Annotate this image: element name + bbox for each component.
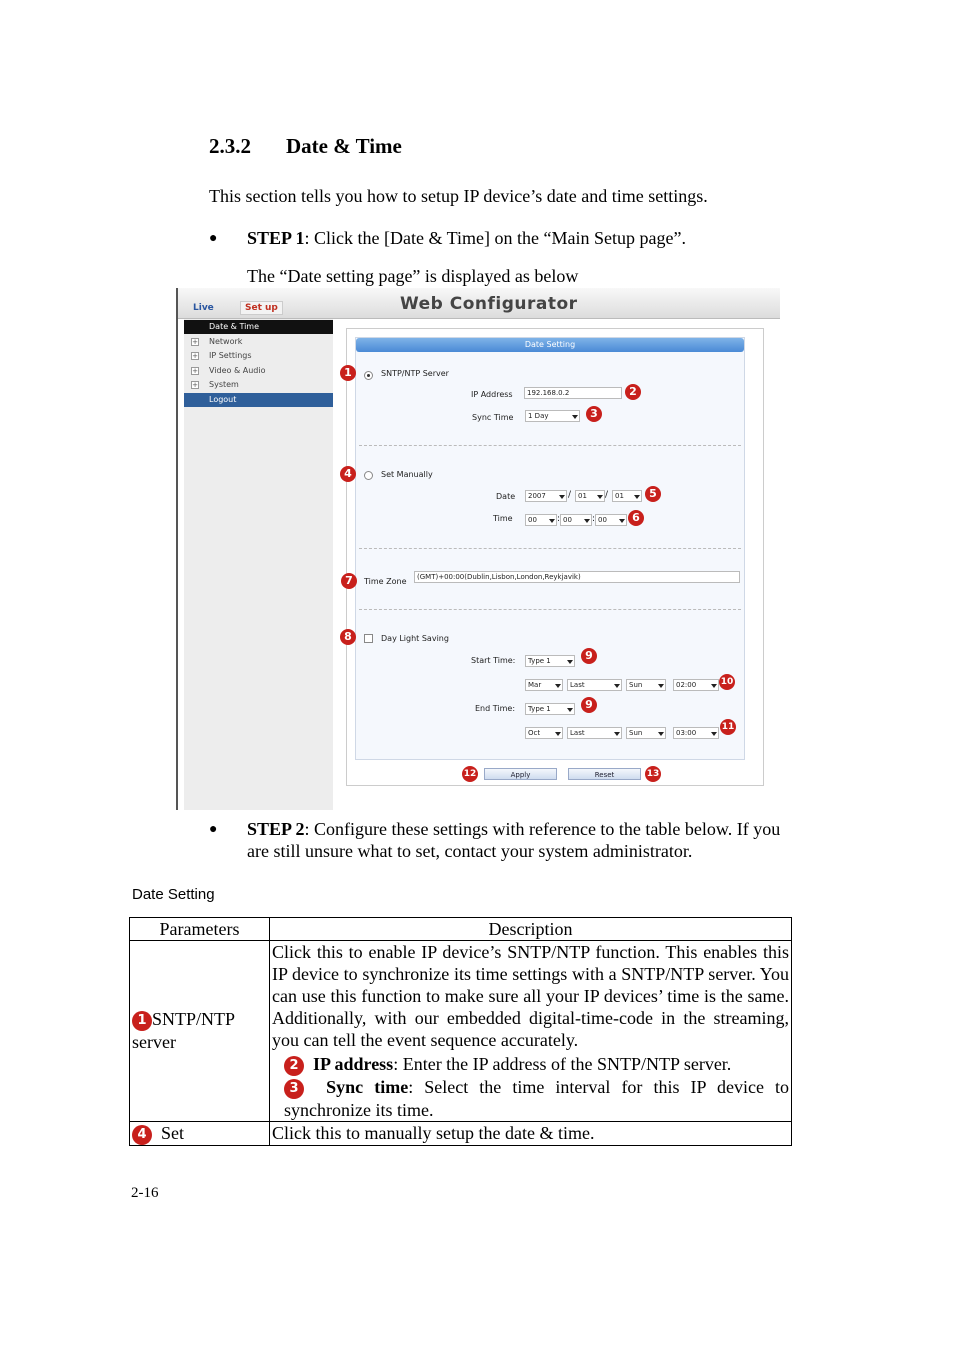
tab-live[interactable]: Live xyxy=(193,303,214,313)
row-badge: 4 xyxy=(132,1125,152,1145)
time-zone-select[interactable]: (GMT)+00:00(Dublin,Lisbon,London,Reykjavik) xyxy=(414,571,740,583)
sidebar-item-network[interactable] xyxy=(184,335,333,349)
callout-badge-2: 2 xyxy=(625,384,641,400)
date-setting-panel xyxy=(346,328,764,786)
sidebar-item-label: Video & Audio xyxy=(209,366,266,375)
table-row xyxy=(130,1121,792,1145)
description-text: Click this to enable IP device’s SNTP/NTP function. This enables this IP device to synchronize its time settings with a SNTP/NTP server. You can use this function to make sure all your IP devices’ time is the same. Additionally, with our embedded digital-time-code in the streaming, you can tell the event sequence accurately. xyxy=(272,942,789,1050)
select-value: Last xyxy=(570,729,585,737)
start-week-select[interactable] xyxy=(567,679,622,691)
step2-label: STEP 2 xyxy=(247,819,305,839)
select-value: 2007 xyxy=(528,492,546,500)
callout-badge-12: 12 xyxy=(462,766,478,782)
callout-badge-1: 1 xyxy=(340,365,356,381)
step1-text xyxy=(247,228,686,249)
set-manually-radio[interactable] xyxy=(364,471,373,480)
select-value: Sun xyxy=(629,681,643,689)
web-configurator-screenshot xyxy=(176,288,780,810)
sub-badge: 2 xyxy=(284,1056,304,1076)
select-value: 01 xyxy=(615,492,624,500)
date-separator: / xyxy=(605,490,609,500)
chevron-down-icon xyxy=(658,684,664,688)
sidebar-item-ip-settings[interactable] xyxy=(184,349,333,363)
chevron-down-icon xyxy=(619,519,625,523)
select-value: Type 1 xyxy=(528,705,551,713)
section-number: 2.3.2 xyxy=(209,134,251,158)
sidebar-item-label: System xyxy=(209,380,239,389)
ip-address-input[interactable]: 192.168.0.2 xyxy=(524,387,622,399)
select-value: 02:00 xyxy=(676,681,697,689)
chevron-down-icon xyxy=(658,732,664,736)
daylight-saving-label: Day Light Saving xyxy=(381,634,449,643)
select-value: 03:00 xyxy=(676,729,697,737)
callout-badge-9-start: 9 xyxy=(581,648,597,664)
select-value: Sun xyxy=(629,729,643,737)
section-title: Date & Time xyxy=(286,134,402,158)
sync-time-select[interactable] xyxy=(525,410,580,422)
end-type-select[interactable] xyxy=(525,703,575,715)
chevron-down-icon xyxy=(711,732,717,736)
time-separator: : xyxy=(592,514,596,524)
sync-time-label: Sync Time xyxy=(472,413,514,422)
sidebar-item-label: Network xyxy=(209,337,243,346)
table-header-row xyxy=(130,918,792,941)
chevron-down-icon xyxy=(584,519,590,523)
sub-badge: 3 xyxy=(284,1079,304,1099)
tab-setup[interactable]: Set up xyxy=(240,301,283,315)
divider xyxy=(359,445,741,446)
select-value: Type 1 xyxy=(528,657,551,665)
chevron-down-icon xyxy=(549,519,555,523)
sub-item xyxy=(272,1053,789,1076)
step1-bullet: ● xyxy=(209,231,218,246)
param-name: Set xyxy=(161,1122,185,1143)
start-month-select[interactable] xyxy=(525,679,563,691)
callout-badge-10: 10 xyxy=(719,674,735,690)
time-second-select[interactable] xyxy=(595,514,627,526)
chevron-down-icon xyxy=(555,684,561,688)
time-hour-select[interactable] xyxy=(525,514,557,526)
select-value: Mar xyxy=(528,681,542,689)
select-value: 01 xyxy=(578,492,587,500)
chevron-down-icon xyxy=(567,660,573,664)
row-badge: 1 xyxy=(132,1011,152,1031)
step2-line2: are still unsure what to set, contact your system administrator. xyxy=(247,841,693,861)
divider xyxy=(359,548,741,549)
expand-plus-icon[interactable]: + xyxy=(192,352,198,360)
sidebar xyxy=(184,319,333,810)
select-value: 00 xyxy=(528,516,537,524)
callout-badge-3: 3 xyxy=(586,406,602,422)
table-row xyxy=(130,941,792,1122)
param-cell xyxy=(130,941,270,1122)
chevron-down-icon xyxy=(614,732,620,736)
divider xyxy=(359,609,741,610)
reset-button[interactable]: Reset xyxy=(568,768,641,780)
sidebar-item-logout[interactable] xyxy=(184,393,333,407)
start-time-label: Start Time: xyxy=(471,656,516,665)
callout-badge-7: 7 xyxy=(341,573,357,589)
callout-badge-4: 4 xyxy=(340,466,356,482)
page-number: 2-16 xyxy=(131,1185,159,1201)
expand-plus-icon[interactable]: + xyxy=(192,381,198,389)
chevron-down-icon xyxy=(711,684,717,688)
date-day-select[interactable] xyxy=(612,490,642,502)
sntp-label: SNTP/NTP Server xyxy=(381,369,449,378)
header-description: Description xyxy=(270,918,792,941)
sidebar-item-date-time[interactable] xyxy=(184,320,333,334)
date-separator: / xyxy=(568,490,572,500)
step1-label: STEP 1 xyxy=(247,228,305,248)
section-heading xyxy=(209,134,402,159)
sidebar-item-video-audio[interactable] xyxy=(184,364,333,378)
ip-address-label: IP Address xyxy=(471,390,513,399)
expand-plus-icon[interactable]: + xyxy=(192,367,198,375)
sub-term: Sync time xyxy=(326,1076,409,1097)
header-parameters: Parameters xyxy=(130,918,270,941)
expand-plus-icon[interactable]: + xyxy=(192,338,198,346)
time-zone-label: Time Zone xyxy=(364,577,407,586)
chevron-down-icon xyxy=(614,684,620,688)
description-cell: Click this to manually setup the date & time. xyxy=(270,1121,792,1145)
callout-badge-6: 6 xyxy=(628,510,644,526)
step1-note: The “Date setting page” is displayed as below xyxy=(247,266,579,286)
date-label: Date xyxy=(496,492,516,501)
daylight-saving-checkbox[interactable] xyxy=(364,634,373,643)
end-week-select[interactable] xyxy=(567,727,622,739)
time-label: Time xyxy=(493,514,513,523)
select-value: 00 xyxy=(563,516,572,524)
step1-description: : Click the [Date & Time] on the “Main Setup page”. xyxy=(304,228,686,248)
start-day-select[interactable] xyxy=(626,679,666,691)
end-day-select[interactable] xyxy=(626,727,666,739)
select-value: 1 Day xyxy=(528,412,549,420)
intro-paragraph: This section tells you how to setup IP device’s date and time settings. xyxy=(209,186,708,206)
end-time-label: End Time: xyxy=(475,704,516,713)
sub-text: : Enter the IP address of the SNTP/NTP server. xyxy=(393,1054,732,1074)
sub-item xyxy=(272,1076,789,1121)
param-cell xyxy=(130,1121,270,1145)
sidebar-item-system[interactable] xyxy=(184,378,333,392)
chevron-down-icon xyxy=(597,495,603,499)
description-cell xyxy=(270,941,792,1122)
date-year-select[interactable] xyxy=(525,490,567,502)
apply-button[interactable]: Apply xyxy=(484,768,557,780)
table-caption: Date Setting xyxy=(132,886,215,903)
sidebar-item-label: Date & Time xyxy=(209,322,260,331)
select-value: Oct xyxy=(528,729,541,737)
top-bar xyxy=(178,288,780,319)
chevron-down-icon xyxy=(572,415,578,419)
time-separator: : xyxy=(557,514,561,524)
set-manually-label: Set Manually xyxy=(381,470,433,479)
panel-title: Date Setting xyxy=(356,338,744,352)
sub-term: IP address xyxy=(313,1054,394,1074)
chevron-down-icon xyxy=(567,708,573,712)
param-name: SNTP/NTP server xyxy=(132,1009,235,1053)
end-month-select[interactable] xyxy=(525,727,563,739)
end-clock-select[interactable] xyxy=(673,727,719,739)
callout-badge-9-end: 9 xyxy=(581,697,597,713)
chevron-down-icon xyxy=(555,732,561,736)
chevron-down-icon xyxy=(634,495,640,499)
app-title: Web Configurator xyxy=(400,294,578,314)
sub-text: : Select the time interval for this IP device to synchronize its time. xyxy=(284,1076,789,1120)
callout-badge-13: 13 xyxy=(645,766,661,782)
start-clock-select[interactable] xyxy=(673,679,719,691)
sntp-radio[interactable] xyxy=(364,371,373,380)
step2-line1 xyxy=(247,819,780,840)
callout-badge-11: 11 xyxy=(720,719,736,735)
callout-badge-8: 8 xyxy=(340,629,356,645)
chevron-down-icon xyxy=(559,495,565,499)
select-value: Last xyxy=(570,681,585,689)
sidebar-item-label: Logout xyxy=(209,395,237,404)
step2-description: : Configure these settings with reference to the table below. If you xyxy=(304,819,781,839)
select-value: 00 xyxy=(598,516,607,524)
step2-bullet: ● xyxy=(209,822,218,837)
sidebar-item-label: IP Settings xyxy=(209,351,252,360)
start-type-select[interactable] xyxy=(525,655,575,667)
date-month-select[interactable] xyxy=(575,490,605,502)
callout-badge-5: 5 xyxy=(645,486,661,502)
parameter-table xyxy=(129,917,792,1146)
time-minute-select[interactable] xyxy=(560,514,592,526)
